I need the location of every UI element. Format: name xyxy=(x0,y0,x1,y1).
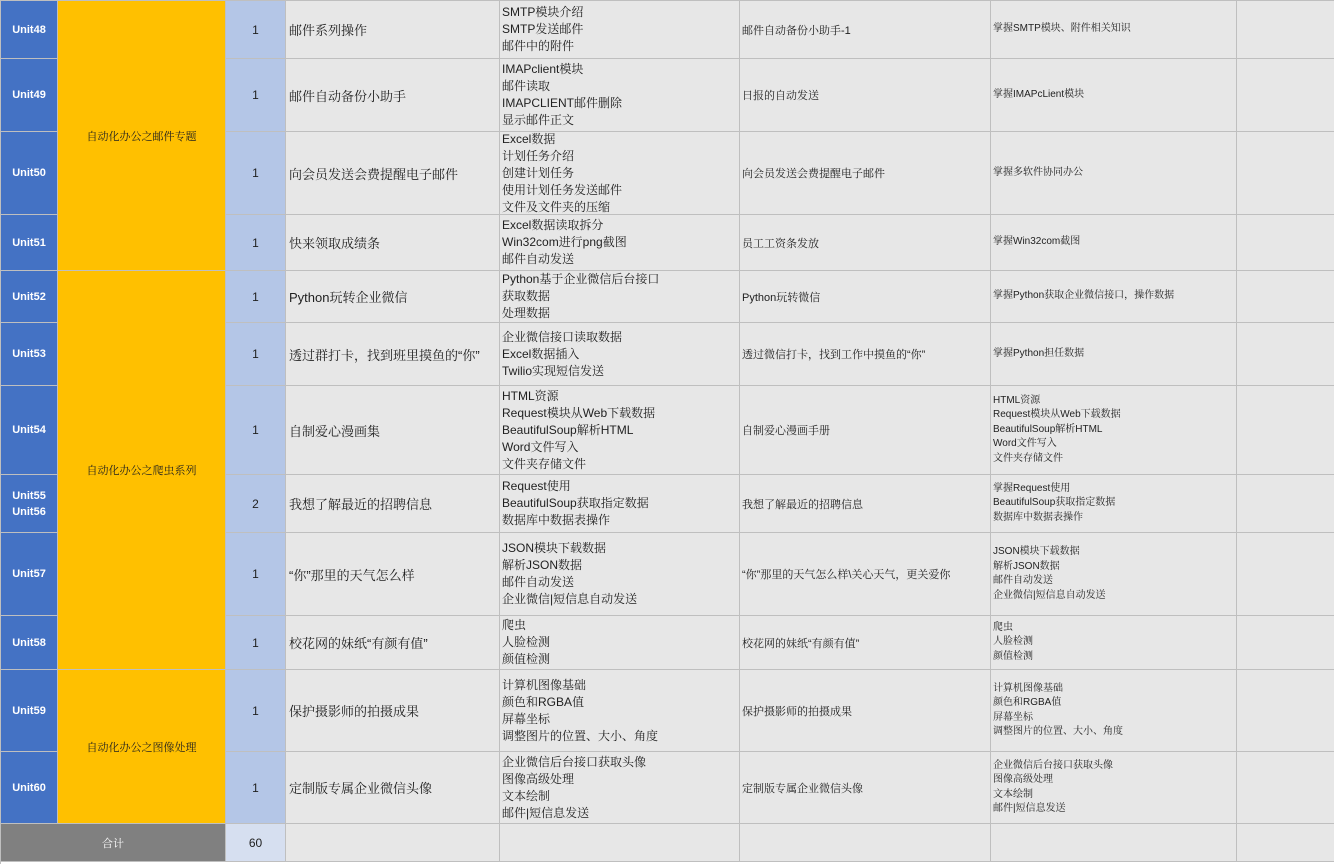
skill-item: 邮件自动发送 xyxy=(993,575,1053,586)
content-item: IMAPclient模块 xyxy=(502,62,584,76)
lesson-title-cell xyxy=(286,616,500,670)
unit-id-cell xyxy=(1,59,58,132)
unit-id: Unit49 xyxy=(12,89,46,101)
unit-id: Unit57 xyxy=(12,568,46,580)
lesson-count: 1 xyxy=(252,22,259,37)
content-item: Request使用 xyxy=(502,479,571,493)
empty-cell xyxy=(1237,215,1334,271)
skills-cell xyxy=(991,475,1237,533)
project-name: Python玩转微信 xyxy=(742,291,821,304)
skill-item: 图像高级处理 xyxy=(993,774,1053,785)
skills-list xyxy=(993,22,1131,37)
lesson-count-cell xyxy=(226,616,286,670)
total-label: 合计 xyxy=(102,837,124,850)
project-name: 定制版专属企业微信头像 xyxy=(742,782,863,795)
project-cell xyxy=(740,215,991,271)
lesson-count-cell xyxy=(226,59,286,132)
empty-cell xyxy=(500,824,740,862)
content-item: Twilio实现短信发送 xyxy=(502,363,605,378)
empty-cell xyxy=(1237,386,1334,475)
skills-list xyxy=(993,88,1084,103)
skill-item: JSON模块下载数据 xyxy=(993,546,1080,557)
content-item: 获取数据 xyxy=(502,289,551,303)
content-item: Win32com进行png截图 xyxy=(502,235,627,249)
content-item: 颜值检测 xyxy=(502,652,551,666)
project-cell xyxy=(740,1,991,59)
lesson-title: 保护摄影师的拍摄成果 xyxy=(289,704,420,719)
skill-item: 掌握多软件协同办公 xyxy=(993,166,1083,178)
lesson-title: “你”那里的天气怎么样 xyxy=(289,567,415,583)
lesson-content-list xyxy=(502,478,649,529)
skill-item: BeautifulSoup解析HTML xyxy=(993,423,1103,435)
lesson-content-cell xyxy=(500,132,740,215)
project-cell xyxy=(740,752,991,824)
lesson-count-cell xyxy=(226,132,286,215)
unit-id-cell xyxy=(1,132,58,215)
lesson-title-cell xyxy=(286,752,500,824)
lesson-count-cell xyxy=(226,386,286,475)
series-cell xyxy=(58,1,226,271)
lesson-content-cell xyxy=(500,616,740,670)
project-name: 我想了解最近的招聘信息 xyxy=(742,498,863,511)
empty-cell xyxy=(1237,616,1334,670)
content-item: Excel数据读取拆分 xyxy=(502,218,604,232)
lesson-title-cell xyxy=(286,670,500,752)
content-item: BeautifulSoup解析HTML xyxy=(502,422,634,437)
series-name: 自动化办公之爬虫系列 xyxy=(86,465,197,477)
series-cell xyxy=(58,670,226,824)
lesson-content-list xyxy=(502,540,637,608)
lesson-content-cell xyxy=(500,59,740,132)
content-item: 邮件读取 xyxy=(502,79,551,93)
lesson-content-list xyxy=(502,271,659,322)
empty-cell xyxy=(1237,59,1334,132)
lesson-content-list xyxy=(502,617,550,668)
content-item: 解析JSON数据 xyxy=(502,558,583,572)
empty-cell xyxy=(1237,824,1334,862)
skills-cell xyxy=(991,132,1237,215)
lesson-count-cell xyxy=(226,752,286,824)
unit-id-cell xyxy=(1,475,58,533)
lesson-content-list xyxy=(502,677,658,745)
lesson-title: 定制版专属企业微信头像 xyxy=(289,781,433,796)
content-item: 创建计划任务 xyxy=(502,165,575,180)
content-item: 企业微信|短信息自动发送 xyxy=(502,592,638,606)
project-name: 透过微信打卡，找到工作中摸鱼的“你” xyxy=(742,349,926,361)
empty-cell xyxy=(740,824,991,862)
skill-item: 企业微信|短信息自动发送 xyxy=(993,589,1106,601)
content-item: 处理数据 xyxy=(502,306,551,320)
lesson-title-cell xyxy=(286,533,500,616)
skill-item: HTML资源 xyxy=(993,394,1041,406)
skills-list xyxy=(993,394,1121,467)
lesson-content-list xyxy=(502,4,583,55)
lesson-count: 1 xyxy=(252,423,259,437)
skill-item: 屏幕坐标 xyxy=(993,711,1033,723)
unit-id: Unit56 xyxy=(12,505,46,518)
lesson-content-cell xyxy=(500,1,740,59)
project-cell xyxy=(740,616,991,670)
lesson-count: 1 xyxy=(252,347,259,361)
content-item: SMTP模块介绍 xyxy=(502,5,584,19)
lesson-content-list xyxy=(502,329,622,380)
project-name: 自制爱心漫画手册 xyxy=(742,425,830,437)
unit-id-cell xyxy=(1,670,58,752)
skill-item: 掌握Python获取企业微信接口，操作数据 xyxy=(993,290,1175,302)
content-item: JSON模块下载数据 xyxy=(502,541,607,555)
content-item: 屏幕坐标 xyxy=(502,711,551,726)
unit-id-cell xyxy=(1,616,58,670)
project-name: 校花网的妹纸“有颜有值” xyxy=(742,637,860,650)
series-name: 自动化办公之邮件专题 xyxy=(86,130,197,143)
lesson-count: 1 xyxy=(252,635,259,650)
lesson-count: 1 xyxy=(252,235,259,250)
skill-item: 掌握Request使用 xyxy=(993,482,1071,494)
series-name: 自动化办公之图像处理 xyxy=(86,741,197,754)
lesson-title: 自制爱心漫画集 xyxy=(289,423,381,439)
content-item: IMAPCLIENT邮件删除 xyxy=(502,96,623,110)
lesson-title-cell xyxy=(286,59,500,132)
skill-item: 颜色和RGBA值 xyxy=(993,697,1062,708)
skills-list xyxy=(993,682,1123,740)
lesson-content-cell xyxy=(500,475,740,533)
lesson-title-cell xyxy=(286,386,500,475)
skills-list xyxy=(993,621,1033,665)
project-cell xyxy=(740,386,991,475)
lesson-content-cell xyxy=(500,386,740,475)
skills-list xyxy=(993,545,1106,603)
skill-item: 数据库中数据表操作 xyxy=(993,511,1083,523)
skill-item: 邮件|短信息发送 xyxy=(993,803,1066,814)
skill-item: 人脸检测 xyxy=(993,636,1033,648)
unit-id-cell xyxy=(1,323,58,386)
lesson-content-cell xyxy=(500,752,740,824)
lesson-count: 2 xyxy=(252,496,259,511)
project-cell xyxy=(740,323,991,386)
lesson-content-list xyxy=(502,132,622,215)
total-label-cell xyxy=(1,824,226,862)
skills-cell xyxy=(991,670,1237,752)
empty-cell xyxy=(1237,132,1334,215)
lesson-title-cell xyxy=(286,132,500,215)
unit-id: Unit52 xyxy=(12,290,46,303)
content-item: 企业微信接口读取数据 xyxy=(502,329,623,344)
content-item: 图像高级处理 xyxy=(502,771,575,786)
skill-item: 文件夹存储文件 xyxy=(993,452,1063,464)
lesson-title: 邮件自动备份小助手 xyxy=(289,88,407,104)
skills-list xyxy=(993,347,1084,362)
unit-id-cell xyxy=(1,752,58,824)
lesson-count-cell xyxy=(226,533,286,616)
skills-cell xyxy=(991,533,1237,616)
skills-cell xyxy=(991,386,1237,475)
content-item: Python基于企业微信后台接口 xyxy=(502,272,660,286)
lesson-content-cell xyxy=(500,670,740,752)
lesson-content-list xyxy=(502,388,655,473)
skill-item: 爬虫 xyxy=(993,621,1013,633)
content-item: 显示邮件正文 xyxy=(502,113,575,127)
unit-id: Unit60 xyxy=(12,781,46,794)
unit-id: Unit48 xyxy=(12,23,46,36)
project-cell xyxy=(740,670,991,752)
unit-id-cell xyxy=(1,271,58,323)
skill-item: 调整图片的位置、大小、角度 xyxy=(993,726,1123,737)
skills-list xyxy=(993,289,1174,304)
lesson-title-cell xyxy=(286,271,500,323)
skills-list xyxy=(993,482,1115,526)
skill-item: 解析JSON数据 xyxy=(993,560,1060,572)
skills-cell xyxy=(991,1,1237,59)
empty-cell xyxy=(1237,533,1334,616)
content-item: 文件及文件夹的压缩 xyxy=(502,199,611,214)
lesson-title-cell xyxy=(286,215,500,271)
content-item: 邮件中的附件 xyxy=(502,39,575,53)
lesson-count: 1 xyxy=(252,567,259,581)
skills-cell xyxy=(991,752,1237,824)
content-item: 爬虫 xyxy=(502,618,527,632)
empty-cell xyxy=(1237,475,1334,533)
empty-cell xyxy=(991,824,1237,862)
lesson-count: 1 xyxy=(252,703,259,718)
skills-list xyxy=(993,166,1083,181)
skills-cell xyxy=(991,215,1237,271)
content-item: 数据库中数据表操作 xyxy=(502,513,611,527)
lesson-content-list xyxy=(502,217,627,268)
unit-id: Unit51 xyxy=(12,236,46,249)
lesson-count-cell xyxy=(226,1,286,59)
lesson-count-cell xyxy=(226,670,286,752)
project-cell xyxy=(740,271,991,323)
skill-item: 文本绘制 xyxy=(993,788,1033,800)
lesson-content-cell xyxy=(500,271,740,323)
project-name: 员工工资条发放 xyxy=(742,237,819,250)
skills-list xyxy=(993,235,1080,250)
content-item: 邮件自动发送 xyxy=(502,575,575,589)
lesson-title-cell xyxy=(286,475,500,533)
skill-item: Request模块从Web下载数据 xyxy=(993,409,1121,421)
content-item: Excel数据插入 xyxy=(502,346,580,361)
unit-id-cell xyxy=(1,386,58,475)
project-name: 日报的自动发送 xyxy=(742,90,819,102)
content-item: 使用计划任务发送邮件 xyxy=(502,182,623,197)
project-cell xyxy=(740,132,991,215)
lesson-title-cell xyxy=(286,1,500,59)
empty-cell xyxy=(1237,323,1334,386)
skills-cell xyxy=(991,616,1237,670)
lesson-count-cell xyxy=(226,215,286,271)
unit-id: Unit54 xyxy=(12,424,46,436)
content-item: 颜色和RGBA值 xyxy=(502,694,585,709)
total-value-cell xyxy=(226,824,286,862)
content-item: 人脸检测 xyxy=(502,635,551,649)
unit-id-cell xyxy=(1,1,58,59)
total-value: 60 xyxy=(248,835,263,850)
empty-cell xyxy=(1237,670,1334,752)
skill-item: 掌握Python担任数据 xyxy=(993,347,1085,359)
project-name: 邮件自动备份小助手-1 xyxy=(742,24,851,37)
skills-list xyxy=(993,759,1113,817)
skills-cell xyxy=(991,323,1237,386)
lesson-count-cell xyxy=(226,475,286,533)
skill-item: 掌握IMAPcLient模块 xyxy=(993,88,1085,100)
lesson-title-cell xyxy=(286,323,500,386)
content-item: Word文件写入 xyxy=(502,439,579,454)
skill-item: BeautifulSoup获取指定数据 xyxy=(993,497,1116,509)
unit-id: Unit50 xyxy=(12,167,46,179)
lesson-count: 1 xyxy=(252,780,259,795)
project-cell xyxy=(740,533,991,616)
content-item: 文件夹存储文件 xyxy=(502,456,587,471)
content-item: Request模块从Web下载数据 xyxy=(502,405,656,420)
lesson-title: Python玩转企业微信 xyxy=(289,290,408,305)
lesson-content-list xyxy=(502,754,646,822)
empty-cell xyxy=(1237,1,1334,59)
project-name: 保护摄影师的拍摄成果 xyxy=(742,705,852,718)
unit-id-cell xyxy=(1,215,58,271)
lesson-content-cell xyxy=(500,323,740,386)
skill-item: 掌握SMTP模块、附件相关知识 xyxy=(993,23,1131,35)
lesson-count-cell xyxy=(226,271,286,323)
skills-cell xyxy=(991,59,1237,132)
content-item: Excel数据 xyxy=(502,132,556,146)
content-item: 邮件|短信息发送 xyxy=(502,805,590,820)
lesson-content-cell xyxy=(500,533,740,616)
content-item: 邮件自动发送 xyxy=(502,252,575,266)
unit-id: Unit53 xyxy=(12,348,46,360)
lesson-title: 快来领取成绩条 xyxy=(289,236,381,251)
lesson-title: 我想了解最近的招聘信息 xyxy=(289,497,433,512)
skill-item: 计算机图像基础 xyxy=(993,682,1063,694)
lesson-count: 1 xyxy=(252,88,259,102)
skill-item: 颜值检测 xyxy=(993,650,1033,662)
skill-item: 企业微信后台接口获取头像 xyxy=(993,759,1113,771)
lesson-count: 1 xyxy=(252,166,259,180)
content-item: HTML资源 xyxy=(502,388,559,403)
lesson-content-cell xyxy=(500,215,740,271)
skill-item: 掌握Win32com截图 xyxy=(993,236,1081,248)
empty-cell xyxy=(286,824,500,862)
project-name: 向会员发送会费提醒电子邮件 xyxy=(742,168,885,180)
lesson-title: 校花网的妹纸“有颜有值” xyxy=(289,636,428,651)
content-item: 企业微信后台接口获取头像 xyxy=(502,754,647,769)
skill-item: Word文件写入 xyxy=(993,438,1057,450)
empty-cell xyxy=(1237,752,1334,824)
content-item: 计算机图像基础 xyxy=(502,677,587,692)
lesson-title: 向会员发送会费提醒电子邮件 xyxy=(289,166,459,182)
content-item: 文本绘制 xyxy=(502,788,551,803)
series-cell xyxy=(58,271,226,670)
unit-id-cell xyxy=(1,533,58,616)
content-item: BeautifulSoup获取指定数据 xyxy=(502,496,649,510)
empty-cell xyxy=(1237,271,1334,323)
unit-id: Unit58 xyxy=(12,636,46,649)
skills-cell xyxy=(991,271,1237,323)
lesson-title: 邮件系列操作 xyxy=(289,23,368,38)
unit-id: Unit59 xyxy=(12,704,46,717)
content-item: SMTP发送邮件 xyxy=(502,22,584,36)
lesson-content-list xyxy=(502,61,622,129)
lesson-count-cell xyxy=(226,323,286,386)
project-name: “你”那里的天气怎么样\关心天气，更关爱你 xyxy=(742,569,951,581)
lesson-count: 1 xyxy=(252,289,259,304)
lesson-title: 透过群打卡，找到班里摸鱼的“你” xyxy=(289,347,480,363)
project-cell xyxy=(740,59,991,132)
content-item: 计划任务介绍 xyxy=(502,148,575,163)
content-item: 调整图片的位置、大小、角度 xyxy=(502,728,659,743)
project-cell xyxy=(740,475,991,533)
unit-id: Unit55 xyxy=(12,489,46,502)
